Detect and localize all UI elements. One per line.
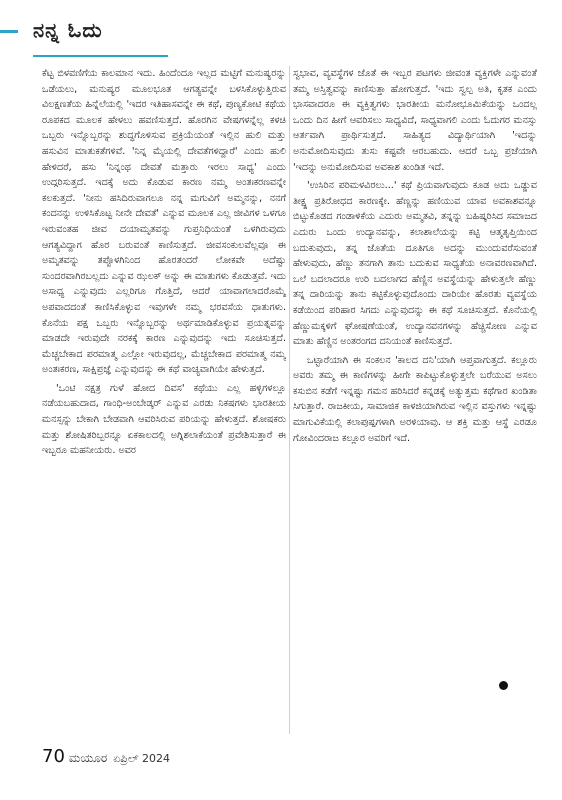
- paragraph: ಸ್ವಭಾವ, ವ್ಯವಸ್ಥೆಗಳ ಜೊತೆ ಈ ಇಬ್ಬರ ಪಟಗಳು ಜೀವಂತ ವ್ಯಕ್ತಿಗಳೇ ಎನ್ನುವಂತೆ ತಮ್ಮ ಅಸ್ತಿತ್ವವನ್ನು ಕಾಣಿಸುತ್ತಾ ಹೋಗುತ್ತದೆ. 'ಇದು ಸ್ವಲ್ಪ ಅತಿ, ಕೃತಕ ಎಂದು ಭಾಸವಾದರೂ ಈ ವ್ಯಕ್ತಿತ್ವಗಳು ಭಾರತೀಯ ಮನೋಭೂಮಿಕೆಯನ್ನು ಒಂದಲ್ಲ ಒಂದು ದಿನ ಹೀಗೆ ಆವರಿಸಲು ಸಾಧ್ಯವಿದೆ, ಸಾಧ್ಯವಾಗಲಿ ಎಂದು ಓದುಗರ ಮನಸ್ಸು ಆರ್ತವಾಗಿ ಪ್ರಾರ್ಥಿಸುತ್ತದೆ. ಸಾಹಿತ್ಯದ ವಿದ್ಯಾರ್ಥಿಯಾಗಿ 'ಇದನ್ನು ಅನುಮೋದಿಸುವುದು ತುಸು ಕಷ್ಟವೇ ಆರಬಹುದು. ಆದರೆ ಒಬ್ಬ ಪ್ರಜೆಯಾಗಿ 'ಇದನ್ನು ಅನುಮೋದಿಸುವ ಅವಕಾಶ ಖಂಡಿತ ಇದೆ.: [293, 68, 537, 173]
- page-number: 70: [42, 746, 65, 767]
- right-column: [293, 66, 537, 734]
- magazine-name: ಮಯೂರ: [68, 751, 108, 765]
- header-accent-bar: [0, 30, 18, 33]
- page-footer: [42, 746, 170, 768]
- paragraph: 'ಉಸಿರಿನ ಪರಿಮಳವಿರಲು...' ಕಥೆ ಪ್ರಿಯವಾಗುವುದು ಕೂಡ ಅದು ಒಡ್ಡುವ ತೀಕ್ಷ್ಣ ಪ್ರತಿರೋಧದ ಕಾರಣಕ್ಕೇ. ಹೆಣ್ಣನ್ನು ಹಣಿಯುವ ಯಾವ ಅವಕಾಶವನ್ನೂ ಬಿಟ್ಟುಕೊಡದ ಗಂಡಾಳಿಕೆಯ ಎದುರು ಅಮ್ಮತವಿ, ತನ್ನನ್ನು ಬಹಿಷ್ಕರಿಸಿದ ಸಮಾಜದ ಎದುರು ಒಂದು ಉದ್ಯಾನವನ್ನು, ಕಲಾಶಾಲೆಯನ್ನು ಕಟ್ಟಿ ಆತ್ಮತೃಪ್ತಿಯಿಂದ ಬದುಕುವುದು, ತನ್ನ ಜೊತೆಯ ದೂತಿಗೂ ಅದನ್ನು ಮುಂದುವರೆಸುವಂತೆ ಹೇಳುವುದು, ಹೆಣ್ಣು ತನಗಾಗಿ ತಾನು ಬದುಕುವ ಸಾಧ್ಯತೆಯ ಅನಾವರಣವಾಗಿದೆ. ಒಲೆ ಬದಲಾದರೂ ಉರಿ ಬದಲಾಗದ ಹೆಣ್ಣಿನ ಅವಸ್ಥೆಯನ್ನು ಹೇಳುತ್ತಲೇ ಹೆಣ್ಣು ತನ್ನ ದಾರಿಯನ್ನು ತಾನು ಕಟ್ಟಿಕೊಳ್ಳುವುದೊಂದು ದಾರಿಯೇ ಹೊರತು ವ್ಯವಸ್ಥೆಯ ಕಡೆಯಿಂದ ಪರಿಹಾರ ಸಿಗದು ಎನ್ನುವುದನ್ನು ಈ ಕಥೆ ಸೂಚಿಸುತ್ತದೆ. ಕೊನೆಯಲ್ಲಿ ಹೆಣ್ಣುಮಕ್ಕಳಿಗೆ ಘೋಷಣೆಯಂತೆ, ಉದ್ಯಾನವನಗಳನ್ನು ಹೆಚ್ಚಿಸೋಣ ಎನ್ನುವ ಮಾತು ಹೆಣ್ಣಿನ ಅಂತರಂಗದ ದನಿಯಂತೆ ಕಾಣಿಸುತ್ತದೆ.: [293, 180, 537, 348]
- section-title: ನನ್ನ ಓದು: [33, 18, 103, 42]
- column-divider: [289, 66, 290, 734]
- end-of-article-dot: [499, 681, 508, 690]
- paragraph: ಒಟ್ಟಾರೆಯಾಗಿ ಈ ಸಂಕಲನ 'ಕಾಲದ ದನಿ'ಯಾಗಿ ಆಪ್ತವಾಗುತ್ತದೆ. ಕಲ್ಲೂರು ಅವರು ತಮ್ಮ ಈ ಕಾಣಿಗಳನ್ನು ಹೀಗೇ ಕಾಪಿಟ್ಟುಕೊಳ್ಳುತ್ತಲೇ ಬರೆಯುವ ಅಸಲು ಕಸುಬಿನ ಕಡೆಗೆ ಇನ್ನಷ್ಟು ಗಮನ ಹರಿಸಿದರೆ ಕನ್ನಡಕ್ಕೆ ಅತ್ಯುತ್ತಮ ಕಥೆಗಾರ ಖಂಡಿತಾ ಸಿಗುತ್ತಾರೆ. ರಾಜಕೀಯ, ಸಾಮಾಜಿಕ ಕಾಳಜಿಯಾಗಿರುವ ಇಲ್ಲಿನ ವಸ್ತುಗಳು ಇನ್ನಷ್ಟು ಮಾಗುವಿಕೆಯಲ್ಲಿ ಕಲಾಪುಷ್ಪಗಳಾಗಿ ಅರಳಿಯಾವು. ಆ ಶಕ್ತಿ ಮತ್ತು ಆಸ್ಥೆ ಎರಡೂ ಗೋವಿಂದರಾಜ ಕಲ್ಲೂರ ಅವರಿಗೆ ಇದೆ.: [293, 354, 537, 444]
- paragraph: 'ಒಂಟಿ ನಕ್ಷತ್ರ ಗುಳೆ ಹೋದ ದಿವಸ' ಕಥೆಯು ಎಲ್ಲ ಹಳ್ಳಿಗಳಲ್ಲೂ ನಡೆಯಬಹುದಾದ, ಗಾಂಧಿ-ಅಂಬೇಡ್ಕರ್ ಎನ್ನುವ ಎರಡು ನಿಕಷಗಳು ಭಾರತೀಯ ಮನಸ್ಸನ್ನು ಬೇಕಾಗಿ ಬೇಡವಾಗಿ ಆವರಿಸಿರುವ ಪರಿಯನ್ನು ಹೇಳುತ್ತದೆ. ಶೋಷಕರು ಮತ್ತು ಶೋಷಿತರಿಬ್ಬರನ್ನೂ ಏಕಕಾಲದಲ್ಲಿ ಅಗ್ನಿಶಲಾಕೆಯಂತೆ ಪ್ರವೇಶಿಸುತ್ತಾರೆ ಈ ಇಬ್ಬರೂ ಮಹನೀಯರು. ಅವರ: [42, 382, 286, 457]
- left-column: [42, 66, 286, 734]
- issue-date: ಏಪ್ರಿಲ್ 2024: [113, 752, 171, 765]
- title-underline: [33, 55, 168, 57]
- paragraph: ಕೆಟ್ಟ ಬಿಳವಣಿಗೆಯ ಕಾಲಮಾನ ಇದು. ಹಿಂದೆಂದೂ ಇಲ್ಲದ ಮಟ್ಟಿಗೆ ಮನುಷ್ಯರನ್ನು ಒಡೆಯಲು, ಮನುಷ್ಯರ ಮೂಲಭೂತ ಆಗತ್ಯವನ್ನೇ ಬಳಸಿಕೊಳ್ಳುತ್ತಿರುವ ವಿಲಕ್ಷಣತೆಯ ಹಿನ್ನೆಲೆಯಲ್ಲಿ 'ಇದರ ಇತಿಹಾಸವನ್ನೇ ಈ ಕಥೆ, ಪುಣ್ಯಕೋಟಿ ಕಥೆಯ ರೂಪಕದ ಮೂಲಕ ಹೇಳಲು ಹವಣಿಸುತ್ತದೆ. ಹೊರಗಿನ ವೇಷಗಳನ್ನೆಲ್ಲ ಕಳಚಿ ಒಬ್ಬರು ಇನ್ನೊಬ್ಬರನ್ನು ಶುದ್ಧಗೊಳಿಸುವ ಪ್ರಕ್ರಿಯೆಯಂತೆ ಇಲ್ಲಿನ ಹುಲಿ ಮತ್ತು ಹಸುವಿನ ಮಾತುಕತೆಗಳಿವೆ. 'ನಿನ್ನ ಮೈಯಲ್ಲಿ ದೇವತೆಗಳಿದ್ದಾರೆ' ಎಂದು ಹುಲಿ ಹೇಳಿದರೆ, ಹಸು 'ನಿನ್ನಂಥ ದೇವತೆ ಮತ್ತಾರು ಇರಲು ಸಾಧ್ಯ' ಎಂದು ಉದ್ಗರಿಸುತ್ತದೆ. ಇದಕ್ಕೆ ಅದು ಕೊಡುವ ಕಾರಣ ನಮ್ಮ ಅಂತಃಕರಣವನ್ನೇ ಕಲಕುತ್ತದೆ. 'ನೀನು ಹಸಿದಿರುವಾಗಲೂ ನನ್ನ ಮಗುವಿಗೆ ಅಮ್ಮನನ್ನು, ನನಗೆ ಕಂದನನ್ನು ಉಳಿಸಿಕೊಟ್ಟ ನೀನೇ ದೇವತೆ' ಎನ್ನುವ ಮೂಲಕ ಎಲ್ಲ ಜೀವಿಗಳ ಒಳಗೂ ಇರುವಂತಹ ಜೀವ ದಯಾಮೃತವನ್ನು ಗುಪ್ತನಿಧಿಯಂತೆ ಒಳಗಿರುವುದು ಆಗತ್ಯವಿದ್ದಾಗ ಹೊರ ಬರುವಂತೆ ಕಾಣಿಸುತ್ತದೆ. ಜೀವಸಂಕುಲವೆಲ್ಲವೂ ಈ ಅಮೃತವನ್ನು ತಪ್ಪೊಳಗಿನಿಂದ ಹೊರತಂದರೆ ಲೋಕವೇ ಅದೆಷ್ಟು ಸುಂದರವಾಗಿರಬಲ್ಲದು ಎನ್ನುವ ಝಲಕ್ ಅನ್ನು ಈ ಮಾತುಗಳು ಕೊಡುತ್ತವೆ. ಇದು ಅಸಾಧ್ಯ ಎನ್ನುವುದು ಎಲ್ಲರಿಗೂ ಗೊತ್ತಿದೆ, ಆದರೆ ಯಾವಾಗಲಾದರೊಮ್ಮೆ ಅಪವಾದದಂತೆ ಕಾಣಿಸಿಕೊಳ್ಳುವ ಇವುಗಳೇ ನಮ್ಮ ಭರವಸೆಯ ಧಾತುಗಳು. ಕೊನೆಯ ಪಕ್ಷ ಒಬ್ಬರು ಇನ್ನೊಬ್ಬರನ್ನು ಅರ್ಥಮಾಡಿಕೊಳ್ಳುವ ಪ್ರಯತ್ನವನ್ನು ಮಾಡದೇ ಇರುವುದೇ ನರಕಕ್ಕೆ ಕಾರಣ ಎನ್ನುವುದನ್ನು ಇದು ಸೂಚಿಸುತ್ತದೆ. ಮೆಚ್ಚಬೇಕಾದ ಪರಮಾತ್ಮ ಎಲ್ಲೋ ಇರುವುದಲ್ಲ, ಮೆಚ್ಚಬೇಕಾದ ಪರಮಾತ್ಮ ನಮ್ಮ ಅಂತಃಕರಣ, ಸಾಕ್ಷಿಪ್ರಜ್ಞೆ ಎನ್ನುವುದನ್ನು ಈ ಕಥೆ ವಾಚ್ಯವಾಗಿಯೇ ಹೇಳುತ್ತದೆ.: [42, 68, 286, 376]
